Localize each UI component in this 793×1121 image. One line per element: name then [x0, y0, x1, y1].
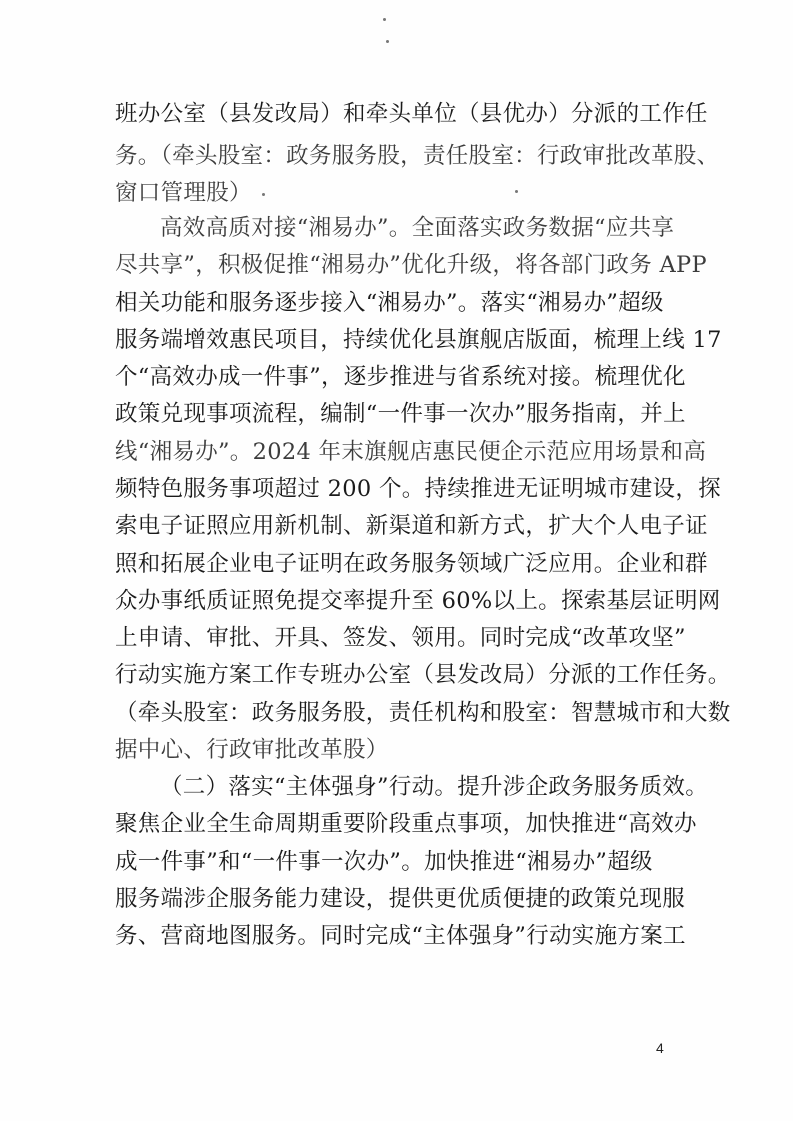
text-line: 线“湘易办”。2024 年末旗舰店惠民便企示范应用场景和高	[115, 439, 707, 465]
text-line: 行动实施方案工作专班办公室（县发改局）分派的工作任务。	[115, 662, 731, 688]
page-number: 4	[656, 1040, 664, 1056]
text-line: 务、营商地图服务。同时完成“主体强身”行动实施方案工	[115, 923, 686, 949]
scan-speck	[262, 193, 265, 196]
text-line: 据中心、行政审批改革股）	[115, 737, 389, 763]
text-line: （牵头股室：政务服务股，责任机构和股室：智慧城市和大数	[115, 700, 731, 726]
text-line: 索电子证照应用新机制、新渠道和新方式，扩大个人电子证	[115, 513, 708, 539]
text-line: 频特色服务事项超过 200 个。持续推进无证明城市建设，探	[115, 476, 721, 502]
text-line: 个“高效办成一件事”，逐步推进与省系统对接。梳理优化	[115, 364, 686, 390]
text-line: 尽共享”，积极促推“湘易办”优化升级，将各部门政务 APP	[115, 252, 707, 278]
text-line: 成一件事”和“一件事一次办”。加快推进“湘易办”超级	[115, 849, 653, 875]
text-line: 服务端增效惠民项目，持续优化县旗舰店版面，梳理上线 17	[115, 327, 722, 353]
paragraph-heading-line: 高效高质对接“湘易办”。全面落实政务数据“应共享	[160, 215, 675, 241]
text-line: 相关功能和服务逐步接入“湘易办”。落实“湘易办”超级	[115, 290, 664, 316]
scan-speck	[515, 190, 518, 193]
text-line: 窗口管理股）	[115, 180, 252, 206]
text-line: 班办公室（县发改局）和牵头单位（县优办）分派的工作任	[115, 101, 708, 127]
text-line: 聚焦企业全生命周期重要阶段重点事项，加快推进“高效办	[115, 811, 697, 837]
text-line: 政策兑现事项流程，编制“一件事一次办”服务指南，并上	[115, 401, 686, 427]
scan-speck	[386, 40, 389, 43]
text-line: 服务端涉企服务能力建设，提供更优质便捷的政策兑现服	[115, 886, 686, 912]
scan-speck	[383, 18, 386, 21]
text-line: 照和拓展企业电子证明在政务服务领域广泛应用。企业和群	[115, 551, 708, 577]
section-heading-line: （二）落实“主体强身”行动。提升涉企政务服务质效。	[160, 774, 709, 800]
text-line: 上申请、审批、开具、签发、领用。同时完成“改革攻坚”	[115, 625, 686, 651]
text-line: 众办事纸质证照免提交率提升至 60%以上。探索基层证明网	[115, 588, 721, 614]
text-line: 务。（牵头股室：政务服务股，责任股室：行政审批改革股、	[115, 143, 720, 169]
